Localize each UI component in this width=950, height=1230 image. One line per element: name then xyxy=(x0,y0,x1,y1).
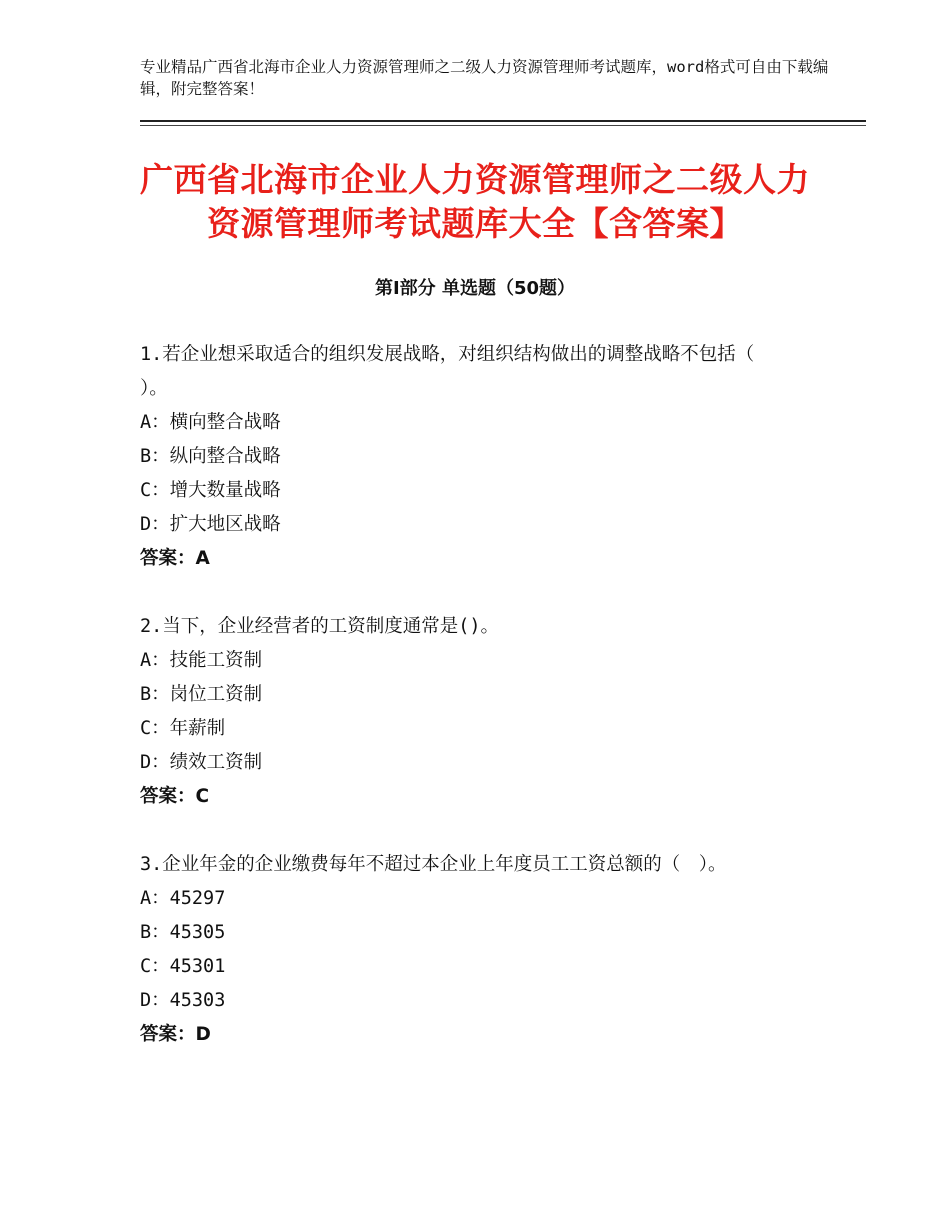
option-text: 45297 xyxy=(169,888,226,909)
section-title: 第Ⅰ部分 单选题（50题） xyxy=(374,278,575,299)
option-letter: B： xyxy=(140,922,170,943)
option-b xyxy=(140,678,810,712)
question-list xyxy=(140,338,810,1086)
option-letter: B： xyxy=(140,446,170,467)
option-text: 45301 xyxy=(169,956,226,977)
option-a xyxy=(140,882,810,916)
question-text: 1.若企业想采取适合的组织发展战略，对组织结构做出的调整战略不包括（ ）。 xyxy=(140,344,792,399)
option-text: 45303 xyxy=(169,990,226,1011)
option-letter: D： xyxy=(140,752,170,773)
option-letter: A： xyxy=(140,412,170,433)
question-1 xyxy=(140,338,810,576)
option-text: 扩大地区战略 xyxy=(169,514,281,535)
header-note: 专业精品广西省北海市企业人力资源管理师之二级人力资源管理师考试题库，word格式可自由下载编辑，附完整答案！ xyxy=(140,58,829,98)
option-letter: D： xyxy=(140,514,170,535)
question-text: 3.企业年金的企业缴费每年不超过本企业上年度员工工资总额的（ ）。 xyxy=(140,854,727,875)
option-letter: C： xyxy=(140,480,170,501)
option-letter: C： xyxy=(140,718,170,739)
option-letter: B： xyxy=(140,684,170,705)
option-d xyxy=(140,984,810,1018)
answer-label: 答案：C xyxy=(140,786,210,807)
option-text: 岗位工资制 xyxy=(169,684,263,705)
option-text: 纵向整合战略 xyxy=(169,446,281,467)
document-title: 广西省北海市企业人力资源管理师之二级人力资源管理师考试题库大全【含答案】 xyxy=(140,160,810,243)
option-letter: A： xyxy=(140,888,170,909)
option-d xyxy=(140,508,810,542)
option-a xyxy=(140,644,810,678)
option-a xyxy=(140,406,810,440)
option-text: 绩效工资制 xyxy=(169,752,263,773)
answer-label: 答案：A xyxy=(140,548,210,569)
question-text: 2.当下，企业经营者的工资制度通常是()。 xyxy=(140,616,500,637)
option-d xyxy=(140,746,810,780)
option-text: 年薪制 xyxy=(169,718,226,739)
option-b xyxy=(140,916,810,950)
option-b xyxy=(140,440,810,474)
option-text: 技能工资制 xyxy=(169,650,263,671)
header-divider-thick xyxy=(140,120,866,122)
answer-label: 答案：D xyxy=(140,1024,211,1045)
option-letter: D： xyxy=(140,990,170,1011)
option-text: 增大数量战略 xyxy=(169,480,281,501)
option-c xyxy=(140,950,810,984)
option-text: 45305 xyxy=(169,922,226,943)
option-c xyxy=(140,712,810,746)
question-3 xyxy=(140,848,810,1052)
question-2 xyxy=(140,610,810,814)
option-letter: C： xyxy=(140,956,170,977)
header-divider-thin xyxy=(140,125,866,126)
option-letter: A： xyxy=(140,650,170,671)
option-text: 横向整合战略 xyxy=(169,412,281,433)
option-c xyxy=(140,474,810,508)
